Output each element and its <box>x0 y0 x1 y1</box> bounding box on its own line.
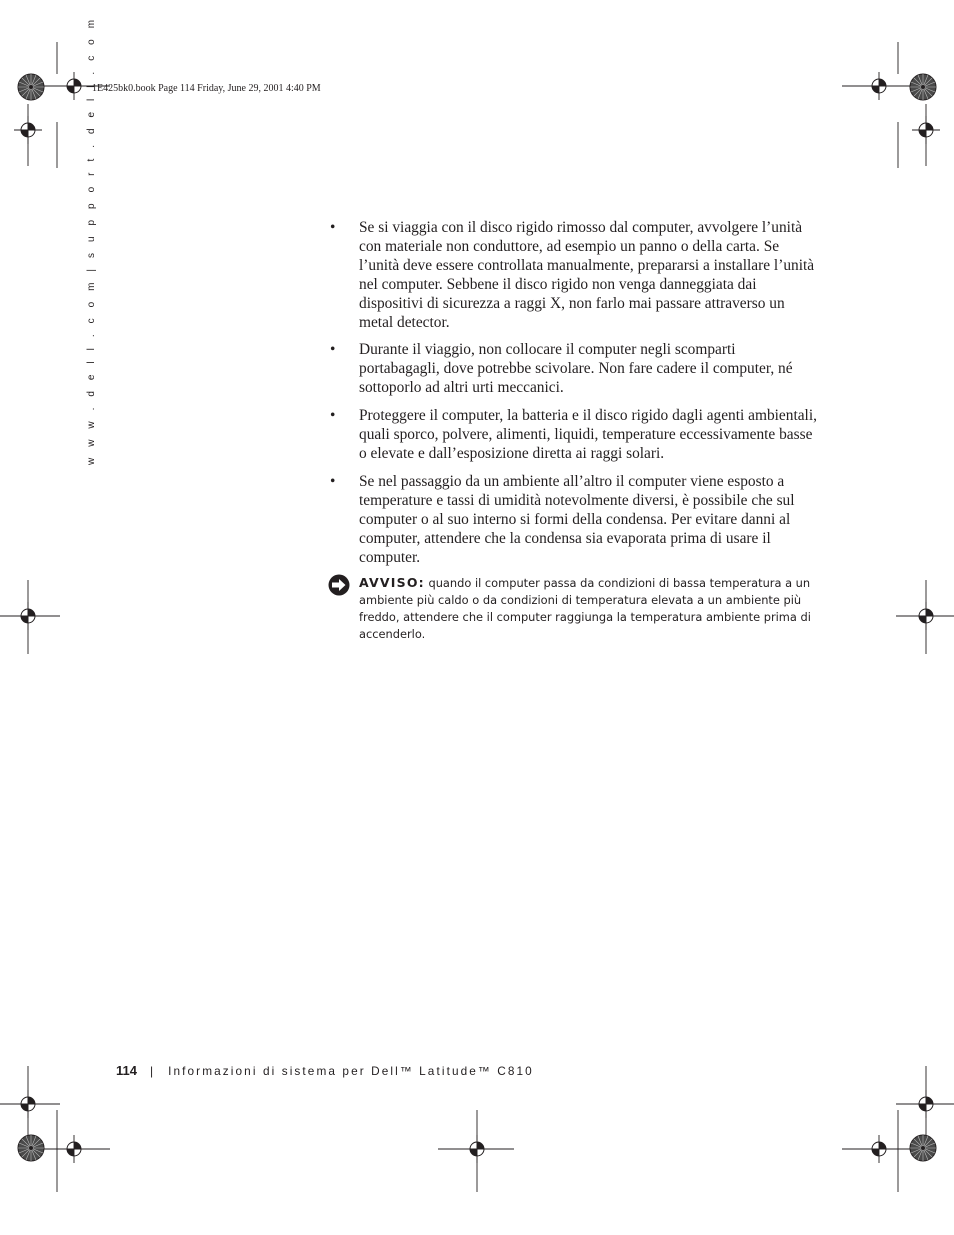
registration-mark-icon <box>60 1135 88 1163</box>
list-item <box>330 407 820 464</box>
color-bar-star-icon <box>910 1135 936 1161</box>
bullet-icon: • <box>330 472 336 490</box>
registration-mark-icon <box>865 72 893 100</box>
registration-mark-icon <box>14 1090 42 1118</box>
sidebar-url: w w w . d e l l . c o m | s u p p o r t . d e l l . c o m <box>86 15 97 465</box>
registration-mark-icon <box>60 72 88 100</box>
color-bar-star-icon <box>18 1135 44 1161</box>
list-item <box>330 341 820 398</box>
bullet-text: Se nel passaggio da un ambiente all’altro il computer viene esposto a temperature e tassi di umidità notevolmente diversi, è possibile che sul computer o al suo interno si formi della condensa. Per evitare danni al computer, attendere che la condensa sia evaporata prima di usare il computer. <box>359 472 795 566</box>
bullet-text: Proteggere il computer, la batteria e il disco rigido dagli agenti ambientali, quali sporco, polvere, alimenti, liquidi, temperature eccessivamente basse o elevate e dall’esposizione diretta ai raggi solari. <box>359 407 817 462</box>
registration-mark-icon <box>912 116 940 144</box>
notice-label: AVVISO: <box>359 575 425 590</box>
color-bar-star-icon <box>910 74 936 100</box>
list-item <box>330 219 820 332</box>
registration-mark-icon <box>912 602 940 630</box>
color-bar-star-icon <box>18 74 44 100</box>
registration-mark-icon <box>14 602 42 630</box>
registration-mark-icon <box>912 1090 940 1118</box>
registration-mark-icon <box>463 1135 491 1163</box>
notice-arrow-icon <box>328 574 350 596</box>
bullet-list <box>330 219 820 576</box>
bullet-text: Durante il viaggio, non collocare il computer negli scomparti portabagagli, dove potrebbe scivolare. Non fare cadere il computer, né sottoporlo ad altri urti meccanici. <box>359 341 793 397</box>
footer-title: Informazioni di sistema per Dell™ Latitude™ C810 <box>168 1064 534 1078</box>
bullet-icon: • <box>330 341 336 359</box>
book-info-header: 1E425bk0.book Page 114 Friday, June 29, 2001 4:40 PM <box>92 83 321 94</box>
notice-body: quando il computer passa da condizioni di bassa temperatura a un ambiente più caldo o da condizioni di temperatura elevata a un ambiente più freddo, attendere che il computer raggiunga la temperatura ambiente prima di accenderlo. <box>359 576 811 641</box>
bullet-icon: • <box>330 407 336 425</box>
registration-mark-icon <box>14 116 42 144</box>
notice-text <box>359 574 818 643</box>
registration-mark-icon <box>865 1135 893 1163</box>
page-number: 114 <box>116 1063 137 1078</box>
bullet-text: Se si viaggia con il disco rigido rimosso dal computer, avvolgere l’unità con materiale non conduttore, ad esempio un panno o della carta. Se l’unità deve essere controllata manualmente, prepararsi a installare l’unità nel computer. Sebbene il disco rigido non venga danneggiata dai dispositivi di sicurezza a raggi X, non farlo mai passare attraverso un metal detector. <box>359 219 815 331</box>
list-item <box>330 473 820 568</box>
page-footer <box>116 1062 534 1080</box>
notice-block <box>328 574 818 643</box>
bullet-icon: • <box>330 219 336 236</box>
footer-separator: | <box>149 1064 154 1078</box>
